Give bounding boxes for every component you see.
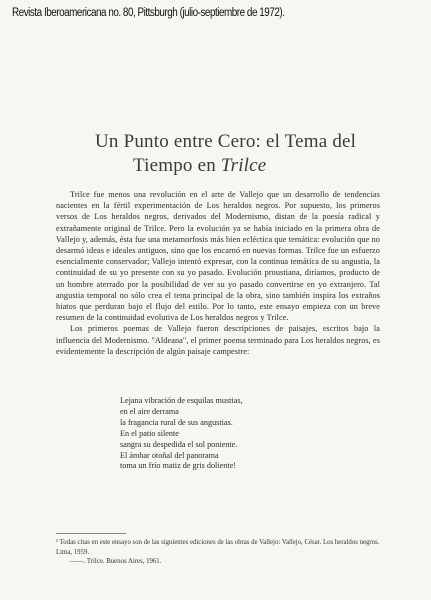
poem-line: sangra su despedida el sol poniente. — [120, 439, 238, 449]
title-line-1: Un Punto entre Cero: el Tema del — [95, 131, 357, 152]
paragraph-1: Trilce fue menos una revolución en el arte de Vallejo que un desarrollo de tendencias nacientes en la fértil experimentación de Los heraldos negros. Por supuesto, los primeros versos de Los heraldos negros, derivados del Modernismo, distan de la poesía radical y extrañamente original de Trilce. Pero la evolución ya se había iniciado en la primera obra de Vallejo y, además, ésta fue una metamorfosis más bien ecléctica que temática: evolución que no desarmó ideas e ideales antiguos, sino que los encarnó en nuevas formas. Trilce fue un esfuerzo esencialmente conservador; Vallejo intentó expresar, con la continua temática de su angustia, la continuidad de su yo presente con su yo pasado. Evolución proustiana, diríamos, producto de un hombre aterrado por la posibilidad de ver su yo pasado convertirse en yo extranjero. Tal angustia temporal no sólo crea el tema principal de la obra, sino también inspira los extraños hiatos que perduran bajo el flujo del estilo. Por lo tanto, este ensayo empieza con un breve resumen de la continuidad evolutiva de Los heraldos negros y Trilce. — [56, 190, 380, 323]
poem-line: la fragancia rural de sus angustias. — [120, 417, 233, 427]
footnote-2: ——. Trilce. Buenos Aires, 1961. — [70, 558, 162, 566]
paragraph-2: Los primeros poemas de Vallejo fueron descripciones de paisajes, escritos bajo la influencia del Modernismo. "Aldeana", el primer poema terminado para Los heraldos negros, es evidentemente la descripción de algún paisaje campestre: — [56, 324, 380, 356]
poem-line: El ámbar otoñal del panorama — [120, 450, 219, 460]
article-body — [56, 189, 380, 357]
citation-header: Revista Iberoamericana no. 80, Pittsburgh (julio-septiembre de 1972). — [12, 7, 285, 19]
poem-line: Lejana vibración de esquilas mustias, — [120, 396, 243, 405]
poem-line: toma un frío matiz de gris doliente! — [120, 461, 236, 471]
footnotes — [56, 538, 380, 567]
poem-line: En el patio silente — [120, 428, 179, 438]
article-title — [95, 130, 395, 178]
title-italic-word: Trilce — [220, 155, 267, 176]
poem-quote — [120, 396, 350, 472]
title-line-2: Tiempo en Trilce — [133, 155, 267, 176]
poem-line: en el aire derrama — [120, 406, 179, 416]
footnote-separator — [56, 533, 126, 534]
footnote-1: ¹ Todas citas en este ensayo son de las siguientes ediciones de las obras de Vallejo: Vallejo, César. Los heraldos negros. Lima, 1959. — [56, 539, 380, 556]
